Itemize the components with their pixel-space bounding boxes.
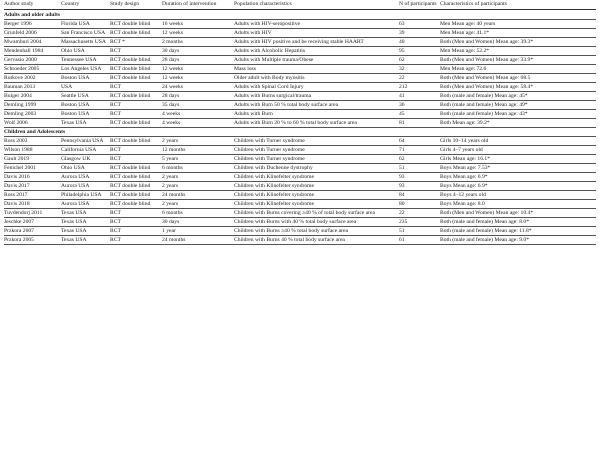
- design-cell: RCT: [110, 82, 162, 91]
- country-cell: Boston USA: [61, 73, 110, 82]
- population-cell: Adults with Alcoholic Hepatitis: [234, 46, 399, 55]
- duration-cell: 2 years: [162, 137, 234, 146]
- table-row: [4, 173, 596, 182]
- country-cell: Aurora USA: [61, 173, 110, 182]
- n-cell: 84: [399, 191, 440, 200]
- country-cell: Los Angeles USA: [61, 64, 110, 73]
- population-cell: Adults with Burn: [234, 109, 399, 118]
- population-cell: Children with Duchenne dystrophy: [234, 164, 399, 173]
- country-cell: Aurora USA: [61, 200, 110, 209]
- table-row: [4, 236, 596, 245]
- duration-cell: 28 days: [162, 91, 234, 100]
- design-cell: RCT: [110, 155, 162, 164]
- design-cell: RCT double blind: [110, 73, 162, 82]
- author-cell: Przkora 2007: [4, 227, 61, 236]
- author-cell: Mendenhall 1984: [4, 46, 61, 55]
- author-cell: Wolf 2006: [4, 118, 61, 127]
- column-header: N of participants: [399, 1, 440, 10]
- n-cell: 41: [399, 91, 440, 100]
- studies-table: [4, 1, 596, 245]
- section-row: [4, 127, 596, 137]
- author-cell: Gervasio 2000: [4, 55, 61, 64]
- population-cell: Children with Turner syndrome: [234, 146, 399, 155]
- characteristics-cell: Men Mean age: 72.6: [440, 64, 596, 73]
- characteristics-cell: Men Mean age: 41.1*: [440, 28, 596, 37]
- characteristics-cell: Both (male and female) Mean age: 43*: [440, 109, 596, 118]
- characteristics-cell: Both Mean age: 39.2*: [440, 118, 596, 127]
- n-cell: 235: [399, 218, 440, 227]
- duration-cell: 1 year: [162, 227, 234, 236]
- duration-cell: 16 weeks: [162, 19, 234, 28]
- author-cell: Davis 2016: [4, 173, 61, 182]
- design-cell: RCT: [110, 109, 162, 118]
- population-cell: Adults with HIV-seropositive: [234, 19, 399, 28]
- author-cell: Bulger 2004: [4, 91, 61, 100]
- header-row: [4, 1, 596, 10]
- table-row: [4, 19, 596, 28]
- population-cell: Children with Burns 40 % total body surface area: [234, 236, 399, 245]
- table-row: [4, 191, 596, 200]
- design-cell: RCT double blind: [110, 137, 162, 146]
- duration-cell: 6 months: [162, 209, 234, 218]
- characteristics-cell: Both (Men and Women) Mean age: 68.5: [440, 73, 596, 82]
- n-cell: 36: [399, 100, 440, 109]
- author-cell: Demling 1999: [4, 100, 61, 109]
- n-cell: 39: [399, 28, 440, 37]
- duration-cell: 2 years: [162, 200, 234, 209]
- table-row: [4, 73, 596, 82]
- column-header: Author study: [4, 1, 61, 10]
- country-cell: Massachusetts USA: [61, 37, 110, 46]
- characteristics-cell: Both (Men and Women) Mean age: 39.3*: [440, 37, 596, 46]
- n-cell: 81: [399, 118, 440, 127]
- country-cell: Seattle USA: [61, 91, 110, 100]
- duration-cell: 35 days: [162, 100, 234, 109]
- population-cell: Adults with Multiple trauma/Obese: [234, 55, 399, 64]
- population-cell: Adults with Burns surgical/trauma: [234, 91, 399, 100]
- population-cell: Children with Klinefelter syndrome: [234, 173, 399, 182]
- table-row: [4, 46, 596, 55]
- characteristics-cell: Both (Men and Women) Mean age: 33.9*: [440, 55, 596, 64]
- population-cell: Children with Turner syndrome: [234, 137, 399, 146]
- country-cell: Texas USA: [61, 236, 110, 245]
- duration-cell: 12 months: [162, 146, 234, 155]
- characteristics-cell: Men Mean age: 40 years: [440, 19, 596, 28]
- n-cell: 51: [399, 227, 440, 236]
- design-cell: RCT: [110, 46, 162, 55]
- country-cell: Aurora USA: [61, 182, 110, 191]
- characteristics-cell: Girls Mean age: 16.1*: [440, 155, 596, 164]
- column-header: Study design: [110, 1, 162, 10]
- population-cell: Mass loss: [234, 64, 399, 73]
- table-row: [4, 64, 596, 73]
- n-cell: 212: [399, 82, 440, 91]
- n-cell: 93: [399, 182, 440, 191]
- design-cell: RCT: [110, 100, 162, 109]
- n-cell: 62: [399, 155, 440, 164]
- author-cell: Grunfeld 2006: [4, 28, 61, 37]
- characteristics-cell: Both (male and female) Mean age: 45*: [440, 91, 596, 100]
- design-cell: RCT double blind: [110, 118, 162, 127]
- duration-cell: 2 months: [162, 37, 234, 46]
- author-cell: Davis 2018: [4, 200, 61, 209]
- author-cell: Mwamburi 2004: [4, 37, 61, 46]
- country-cell: Tennessee USA: [61, 55, 110, 64]
- table-row: [4, 91, 596, 100]
- country-cell: California USA: [61, 146, 110, 155]
- table-row: [4, 155, 596, 164]
- column-header: Duration of intervention: [162, 1, 234, 10]
- author-cell: Jeschke 2007: [4, 218, 61, 227]
- duration-cell: 4 weeks: [162, 109, 234, 118]
- characteristics-cell: Boys Mean age: 6.9*: [440, 182, 596, 191]
- table-row: [4, 100, 596, 109]
- section-title: Adults and older adults: [4, 10, 596, 20]
- author-cell: Wilson 1988: [4, 146, 61, 155]
- n-cell: 51: [399, 164, 440, 173]
- n-cell: 32: [399, 64, 440, 73]
- table-row: [4, 137, 596, 146]
- table-row: [4, 146, 596, 155]
- design-cell: RCT double blind: [110, 164, 162, 173]
- table-header: [4, 1, 596, 10]
- characteristics-cell: Men Mean age: 52.2*: [440, 46, 596, 55]
- country-cell: Texas USA: [61, 218, 110, 227]
- population-cell: Children with Burns with 40 % total body surface area: [234, 218, 399, 227]
- n-cell: 22: [399, 73, 440, 82]
- author-cell: Demling 2003: [4, 109, 61, 118]
- author-cell: Schroeder 2005: [4, 64, 61, 73]
- table-row: [4, 218, 596, 227]
- design-cell: RCT: [110, 236, 162, 245]
- population-cell: Children with Burns covering ≥40 % of total body surface area: [234, 209, 399, 218]
- design-cell: RCT: [110, 227, 162, 236]
- population-cell: Adults with Spinal Cord Injury: [234, 82, 399, 91]
- country-cell: Ohio USA: [61, 46, 110, 55]
- population-cell: Children with Klinefelter syndrome: [234, 182, 399, 191]
- table-row: [4, 227, 596, 236]
- country-cell: Ohio USA: [61, 164, 110, 173]
- design-cell: RCT double blind: [110, 200, 162, 209]
- population-cell: Children with Klinefelter syndrome: [234, 191, 399, 200]
- country-cell: Philadelphia USA: [61, 191, 110, 200]
- characteristics-cell: Both (Men and Women) Mean age: 58.4*: [440, 82, 596, 91]
- table-row: [4, 55, 596, 64]
- design-cell: RCT double blind: [110, 182, 162, 191]
- population-cell: Children with Klinefelter syndrome: [234, 200, 399, 209]
- column-header: Characteristics of participants: [440, 1, 596, 10]
- country-cell: Texas USA: [61, 209, 110, 218]
- duration-cell: 12 weeks: [162, 64, 234, 73]
- characteristics-cell: Boys Mean age: 7.53*: [440, 164, 596, 173]
- author-cell: Bauman 2013: [4, 82, 61, 91]
- characteristics-cell: Both (Men and Women) Mean age: 10.4*: [440, 209, 596, 218]
- n-cell: 45: [399, 109, 440, 118]
- design-cell: RCT double blind: [110, 91, 162, 100]
- country-cell: Boston USA: [61, 100, 110, 109]
- characteristics-cell: Boys Mean age: 8.0: [440, 200, 596, 209]
- n-cell: 63: [399, 19, 440, 28]
- n-cell: 93: [399, 173, 440, 182]
- table-row: [4, 164, 596, 173]
- characteristics-cell: Boys 4–12 years old: [440, 191, 596, 200]
- n-cell: 95: [399, 46, 440, 55]
- country-cell: Boston USA: [61, 109, 110, 118]
- author-cell: Ross 2017: [4, 191, 61, 200]
- duration-cell: 24 months: [162, 191, 234, 200]
- n-cell: 62: [399, 55, 440, 64]
- duration-cell: 12 weeks: [162, 73, 234, 82]
- section-row: [4, 10, 596, 20]
- characteristics-cell: Boys Mean age: 6.9*: [440, 173, 596, 182]
- table-row: [4, 209, 596, 218]
- population-cell: Children with Burns ≥40 % total body surface area: [234, 227, 399, 236]
- design-cell: RCT double blind: [110, 55, 162, 64]
- table-row: [4, 182, 596, 191]
- duration-cell: 4 weeks: [162, 118, 234, 127]
- country-cell: Glasgow UK: [61, 155, 110, 164]
- characteristics-cell: Both (male and female) Mean age: 11.8*: [440, 227, 596, 236]
- table-row: [4, 82, 596, 91]
- design-cell: RCT double blind: [110, 19, 162, 28]
- design-cell: RCT double blind: [110, 64, 162, 73]
- country-cell: Pennsylvania USA: [61, 137, 110, 146]
- n-cell: 40: [399, 37, 440, 46]
- design-cell: RCT double blind: [110, 173, 162, 182]
- table-row: [4, 37, 596, 46]
- population-cell: Adults with Burn 50 % total body surface area: [234, 100, 399, 109]
- characteristics-cell: Both (male and female) Mean age: 49*: [440, 100, 596, 109]
- table-row: [4, 109, 596, 118]
- population-cell: Older adult with Body myositis: [234, 73, 399, 82]
- population-cell: Adults with HIV positive and be receiving stable HAART: [234, 37, 399, 46]
- design-cell: RCT: [110, 218, 162, 227]
- table-row: [4, 118, 596, 127]
- author-cell: Fenichel 2001: [4, 164, 61, 173]
- author-cell: Berger 1996: [4, 19, 61, 28]
- characteristics-cell: Girls 10–14 years old: [440, 137, 596, 146]
- author-cell: Tuvdendorj 2011: [4, 209, 61, 218]
- table-row: [4, 28, 596, 37]
- country-cell: San Francisco USA: [61, 28, 110, 37]
- population-cell: Adults with HIV: [234, 28, 399, 37]
- duration-cell: 2 years: [162, 173, 234, 182]
- duration-cell: 2 years: [162, 182, 234, 191]
- duration-cell: 6 months: [162, 164, 234, 173]
- duration-cell: 24 weeks: [162, 82, 234, 91]
- table-row: [4, 200, 596, 209]
- author-cell: Davis 2017: [4, 182, 61, 191]
- n-cell: 61: [399, 236, 440, 245]
- characteristics-cell: Both (male and female) Mean age: 9.0*: [440, 236, 596, 245]
- country-cell: Texas USA: [61, 227, 110, 236]
- country-cell: Texas USA: [61, 118, 110, 127]
- characteristics-cell: Girls 4–7 years old: [440, 146, 596, 155]
- duration-cell: 12 weeks: [162, 28, 234, 37]
- author-cell: Ross 2003: [4, 137, 61, 146]
- country-cell: Florida USA: [61, 19, 110, 28]
- design-cell: RCT double blind: [110, 28, 162, 37]
- author-cell: Gault 2019: [4, 155, 61, 164]
- characteristics-cell: Both (male and female) Mean age: 8.0*: [440, 218, 596, 227]
- table-body: [4, 10, 596, 245]
- n-cell: 64: [399, 137, 440, 146]
- section-title: Children and Adolescents: [4, 127, 596, 137]
- duration-cell: 30 days: [162, 46, 234, 55]
- author-cell: Przkora 2005: [4, 236, 61, 245]
- design-cell: RCT: [110, 209, 162, 218]
- design-cell: RCT double blind: [110, 191, 162, 200]
- country-cell: USA: [61, 82, 110, 91]
- n-cell: 22: [399, 209, 440, 218]
- design-cell: RCT *: [110, 37, 162, 46]
- n-cell: 71: [399, 146, 440, 155]
- column-header: Country: [61, 1, 110, 10]
- population-cell: Adults with Burn 20 % to 60 % total body surface area: [234, 118, 399, 127]
- design-cell: RCT: [110, 146, 162, 155]
- duration-cell: 30 days: [162, 218, 234, 227]
- n-cell: 80: [399, 200, 440, 209]
- population-cell: Children with Turner syndrome: [234, 155, 399, 164]
- duration-cell: 28 days: [162, 55, 234, 64]
- author-cell: Rutkove 2002: [4, 73, 61, 82]
- column-header: Population characteristics: [234, 1, 399, 10]
- duration-cell: 5 years: [162, 155, 234, 164]
- duration-cell: 24 months: [162, 236, 234, 245]
